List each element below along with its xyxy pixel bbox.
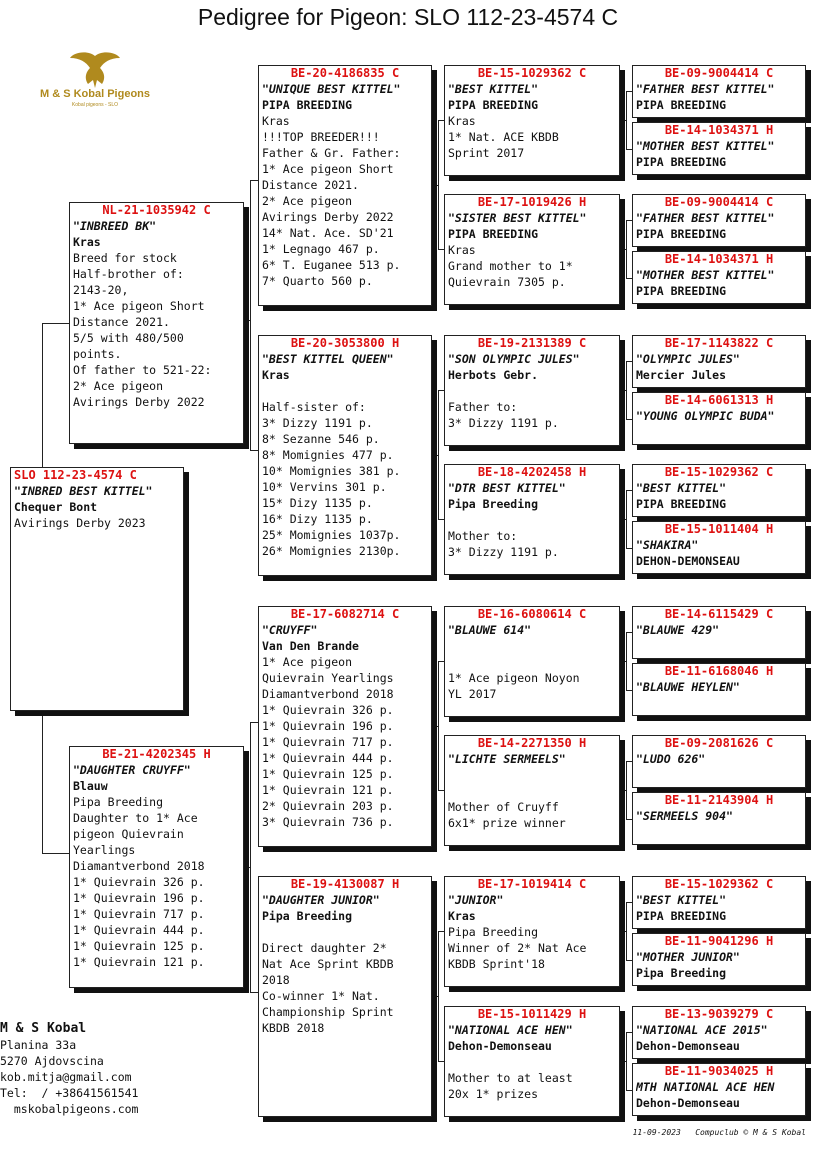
pedigree-note: Mother of Cruyff	[448, 800, 559, 814]
pedigree-note: Father to:	[448, 400, 518, 414]
pedigree-note: points.	[73, 347, 122, 361]
pedigree-note: 25* Momignies 1037p.	[262, 528, 401, 542]
pedigree-note: 1* Quievrain 125 p.	[73, 939, 205, 953]
pedigree-note: Sprint 2017	[448, 146, 525, 160]
connector-line	[432, 996, 439, 997]
gg-grandparent-card[interactable]	[632, 521, 806, 574]
pedigree-note: 2018	[262, 973, 290, 987]
gg-ring-number: BE-13-9039279 C	[664, 1007, 774, 1021]
gg-grandparent-card[interactable]	[632, 464, 806, 517]
pedigree-note: KBDB Sprint'18	[448, 957, 545, 971]
pedigree-note: 1* Ace pigeon Noyon	[448, 671, 580, 685]
pedigree-note: Championship Sprint	[262, 1005, 394, 1019]
pedigree-note: 1* Quievrain 717 p.	[73, 907, 205, 921]
breeder-name: Pipa Breeding	[636, 966, 727, 980]
breeder-name: PIPA BREEDING	[448, 98, 539, 112]
great-grandparent-card[interactable]	[444, 65, 620, 176]
gg-ring-number: BE-11-9041296 H	[664, 934, 774, 948]
pedigree-note: 16* Dizy 1135 p.	[262, 512, 373, 526]
pedigree-note: Nat Ace Sprint KBDB	[262, 957, 394, 971]
connector-line	[620, 661, 627, 662]
gg-grandparent-card[interactable]	[632, 392, 806, 445]
pedigree-note: 8* Momignies 477 p.	[262, 448, 394, 462]
pigeon-name: "BLAUWE 614"	[448, 623, 532, 637]
connector-line	[620, 931, 627, 932]
pedigree-note: Yearlings	[73, 843, 136, 857]
breeder-name: PIPA BREEDING	[636, 227, 727, 241]
pigeon-name: "FATHER BEST KITTEL"	[636, 82, 775, 96]
gg-grandparent-card[interactable]	[632, 1006, 806, 1059]
pedigree-note: Co-winner 1* Nat.	[262, 989, 380, 1003]
pedigree-note: 1* Quievrain 326 p.	[262, 703, 394, 717]
pedigree-note: 20x 1* prizes	[448, 1087, 539, 1101]
gg-grandparent-card[interactable]	[632, 792, 806, 845]
pedigree-note: 14* Nat. Ace. SD'21	[262, 226, 394, 240]
grandparent-card[interactable]	[258, 335, 432, 576]
breeder-name: Dehon-Demonseau	[448, 1039, 552, 1053]
pedigree-note: 2143-20,	[73, 283, 129, 297]
connector-line	[244, 867, 251, 868]
pedigree-note: Distance 2021.	[262, 178, 359, 192]
grandparent-ring-number: BE-17-6082714 C	[290, 607, 400, 621]
pedigree-note: Quievrain Yearlings	[262, 671, 394, 685]
pedigree-note: 1* Ace pigeon Short	[262, 162, 394, 176]
pigeon-name: "NATIONAL ACE HEN"	[448, 1023, 573, 1037]
gg-ring-number: BE-15-1029362 C	[664, 877, 774, 891]
great-grandparent-card[interactable]	[444, 1006, 620, 1117]
spacer	[448, 638, 616, 654]
pigeon-name: "JUNIOR"	[448, 893, 504, 907]
breeder-name: Herbots Gebr.	[448, 368, 539, 382]
pigeon-name: "BLAUWE HEYLEN"	[636, 680, 740, 694]
pedigree-note: 1* Quievrain 444 p.	[73, 923, 205, 937]
spacer	[448, 512, 616, 528]
breeder-name: Blauw	[73, 779, 108, 793]
pigeon-name: "YOUNG OLYMPIC BUDA"	[636, 409, 775, 423]
gg-grandparent-card[interactable]	[632, 735, 806, 788]
pedigree-note: 2* Ace pigeon	[262, 194, 353, 208]
pigeon-name: "SON OLYMPIC JULES"	[448, 352, 580, 366]
gg-ring-number: BE-11-2143904 H	[664, 793, 774, 807]
pedigree-note: Half-brother of:	[73, 267, 184, 281]
gg-grandparent-card[interactable]	[632, 663, 806, 716]
pedigree-note: 1* Ace pigeon	[262, 655, 353, 669]
great-grandparent-card[interactable]	[444, 876, 620, 987]
pedigree-note: Diamantverbond 2018	[73, 859, 205, 873]
spacer	[448, 767, 616, 783]
pedigree-note: Mother to at least	[448, 1071, 573, 1085]
pedigree-note: Pipa Breeding	[73, 795, 164, 809]
pedigree-note: 1* Quievrain 125 p.	[262, 767, 394, 781]
pedigree-note: 1* Quievrain 444 p.	[262, 751, 394, 765]
pedigree-note: 2* Quievrain 203 p.	[262, 799, 394, 813]
breeder-name: DEHON-DEMONSEAU	[636, 554, 740, 568]
pedigree-note: Grand mother to 1*	[448, 259, 573, 273]
gg-ring-number: BE-14-6061313 H	[664, 393, 774, 407]
great-grandparent-ring-number: BE-18-4202458 H	[477, 465, 587, 479]
pigeon-name: "DTR BEST KITTEL"	[448, 481, 566, 495]
breeder-name: PIPA BREEDING	[636, 284, 727, 298]
owner-phone: Tel: / +38641561541	[0, 1086, 139, 1100]
pedigree-note: YL 2017	[448, 687, 497, 701]
pedigree-note: 7* Quarto 560 p.	[262, 274, 373, 288]
great-grandparent-ring-number: BE-15-1011429 H	[477, 1007, 587, 1021]
spacer	[262, 924, 428, 940]
pigeon-name: "OLYMPIC JULES"	[636, 352, 740, 366]
grandparent-ring-number: BE-19-4130087 H	[290, 877, 400, 891]
gg-ring-number: BE-17-1143822 C	[664, 336, 774, 350]
gg-ring-number: BE-14-1034371 H	[664, 123, 774, 137]
breeder-name: PIPA BREEDING	[636, 155, 727, 169]
gg-grandparent-card[interactable]	[632, 933, 806, 986]
pedigree-note: Kras	[448, 243, 476, 257]
breeder-name: PIPA BREEDING	[262, 98, 353, 112]
pedigree-note: 10* Vervins 301 p.	[262, 480, 387, 494]
breeder-name: Dehon-Demonseau	[636, 1039, 740, 1053]
pigeon-name: "NATIONAL ACE 2015"	[636, 1023, 768, 1037]
breeder-name: Kras	[73, 235, 101, 249]
pigeon-name: "MOTHER BEST KITTEL"	[636, 268, 775, 282]
great-grandparent-card[interactable]	[444, 735, 620, 846]
pedigree-note: 2* Ace pigeon	[73, 379, 164, 393]
owner-block	[0, 1020, 138, 1117]
logo-text: M & S Kobal Pigeons	[39, 88, 150, 100]
pedigree-note: Kras	[448, 114, 476, 128]
great-grandparent-card[interactable]	[444, 335, 620, 446]
breeder-name: Chequer Bont	[14, 500, 98, 514]
pedigree-note: 1* Quievrain 326 p.	[73, 875, 205, 889]
connector-line	[620, 249, 627, 250]
pedigree-note: 6x1* prize winner	[448, 816, 566, 830]
pedigree-note: Quievrain 7305 p.	[448, 275, 566, 289]
pedigree-note: 1* Ace pigeon Short	[73, 299, 205, 313]
pedigree-note: 26* Momignies 2130p.	[262, 544, 401, 558]
owner-address-line: Planina 33a	[0, 1038, 77, 1052]
logo-subtext: Kobal pigeons - SLO	[71, 102, 119, 108]
connector-line	[250, 722, 251, 992]
connector-line	[244, 320, 251, 321]
pedigree-note: Daughter to 1* Ace	[73, 811, 198, 825]
pedigree-note: Pipa Breeding	[448, 925, 539, 939]
pedigree-note: Direct daughter 2*	[262, 941, 387, 955]
pigeon-name: "MOTHER BEST KITTEL"	[636, 139, 775, 153]
pedigree-note: Distance 2021.	[73, 315, 170, 329]
pigeon-name: "SERMEELS 904"	[636, 809, 733, 823]
pedigree-note: Winner of 2* Nat Ace	[448, 941, 587, 955]
page-title: Pedigree for Pigeon: SLO 112-23-4574 C	[197, 4, 619, 30]
connector-line	[620, 790, 627, 791]
great-grandparent-ring-number: BE-14-2271350 H	[477, 736, 587, 750]
footer-credit: 11-09-2023 Compuclub © M & S Kobal	[632, 1128, 806, 1137]
great-grandparent-card[interactable]	[444, 194, 620, 305]
pedigree-note: Avirings Derby 2022	[262, 210, 394, 224]
pigeon-name: MTH NATIONAL ACE HEN	[636, 1080, 775, 1094]
breeder-name: Kras	[448, 909, 476, 923]
pigeon-name: "BEST KITTEL QUEEN"	[262, 352, 394, 366]
pedigree-note: Avirings Derby 2022	[73, 395, 205, 409]
breeder-name: PIPA BREEDING	[636, 98, 727, 112]
great-grandparent-ring-number: BE-17-1019414 C	[477, 877, 587, 891]
pedigree-note: 3* Dizzy 1191 p.	[448, 416, 559, 430]
pedigree-note: Diamantverbond 2018	[262, 687, 394, 701]
spacer	[448, 654, 616, 670]
connector-line	[432, 455, 439, 456]
pigeon-name: "CRUYFF"	[262, 623, 318, 637]
breeder-name: PIPA BREEDING	[448, 227, 539, 241]
connector-line	[620, 390, 627, 391]
breeder-name: Dehon-Demonseau	[636, 1096, 740, 1110]
gg-ring-number: BE-11-9034025 H	[664, 1064, 774, 1078]
pedigree-note: 3* Dizzy 1191 p.	[262, 416, 373, 430]
gg-ring-number: BE-11-6168046 H	[664, 664, 774, 678]
gg-grandparent-card[interactable]	[632, 194, 806, 247]
pigeon-name: "MOTHER JUNIOR"	[636, 950, 740, 964]
pedigree-note: 1* Quievrain 121 p.	[262, 783, 394, 797]
spacer	[448, 783, 616, 799]
pigeon-name: "BEST KITTEL"	[636, 893, 727, 907]
dam-ring-number: BE-21-4202345 H	[102, 747, 211, 761]
breeder-name: Mercier Jules	[636, 368, 727, 382]
breeder-name: Pipa Breeding	[448, 497, 539, 511]
pedigree-note: Breed for stock	[73, 251, 177, 265]
sire-card[interactable]	[69, 202, 244, 444]
pedigree-note: 15* Dizy 1135 p.	[262, 496, 373, 510]
owner-email[interactable]: kob.mitja@gmail.com	[0, 1070, 132, 1084]
pedigree-note: 10* Momignies 381 p.	[262, 464, 401, 478]
gg-ring-number: BE-14-6115429 C	[664, 607, 774, 621]
breeder-name: PIPA BREEDING	[636, 909, 727, 923]
pedigree-note: !!!TOP BREEDER!!!	[262, 130, 380, 144]
pedigree-note: 1* Quievrain 196 p.	[73, 891, 205, 905]
main-ring-number: SLO 112-23-4574 C	[14, 468, 137, 482]
connector-line	[42, 323, 43, 468]
pedigree-note: 1* Legnago 467 p.	[262, 242, 380, 256]
connector-line	[42, 853, 70, 854]
gg-ring-number: BE-15-1029362 C	[664, 465, 774, 479]
great-grandparent-card[interactable]	[444, 606, 620, 717]
pedigree-note: Of father to 521-22:	[73, 363, 212, 377]
owner-city-line: 5270 Ajdovscina	[0, 1054, 104, 1068]
pigeon-name: "INBREED BK"	[73, 219, 157, 233]
pigeon-name: "UNIQUE BEST KITTEL"	[262, 82, 401, 96]
pigeon-name: "DAUGHTER JUNIOR"	[262, 893, 380, 907]
main-pigeon-card[interactable]	[10, 467, 184, 711]
gg-grandparent-card[interactable]	[632, 876, 806, 929]
pigeon-name: "FATHER BEST KITTEL"	[636, 211, 775, 225]
pedigree-note: Mother to:	[448, 529, 518, 543]
pigeon-name: "DAUGHTER CRUYFF"	[73, 763, 191, 777]
eagle-logo-icon	[30, 50, 160, 90]
pedigree-note: KBDB 2018	[262, 1021, 325, 1035]
gg-ring-number: BE-09-9004414 C	[664, 195, 774, 209]
connector-line	[620, 1061, 627, 1062]
gg-ring-number: BE-09-9004414 C	[664, 66, 774, 80]
pedigree-note: 1* Quievrain 717 p.	[262, 735, 394, 749]
pigeon-name: "BLAUWE 429"	[636, 623, 720, 637]
pedigree-note: 3* Quievrain 736 p.	[262, 815, 394, 829]
connector-line	[620, 120, 627, 121]
pedigree-note: 1* Quievrain 121 p.	[73, 955, 205, 969]
pigeon-name: "SHAKIRA"	[636, 538, 699, 552]
grandparent-card[interactable]	[258, 65, 432, 306]
pigeon-name: "INBRED BEST KITTEL"	[14, 484, 153, 498]
gg-grandparent-card[interactable]	[632, 1063, 806, 1116]
dam-card[interactable]	[69, 746, 244, 988]
pigeon-name: "LUDO 626"	[636, 752, 706, 766]
pedigree-note: 1* Quievrain 196 p.	[262, 719, 394, 733]
pedigree-note: Kras	[262, 114, 290, 128]
pedigree-note: 1* Nat. ACE KBDB	[448, 130, 559, 144]
spacer	[448, 1054, 616, 1070]
pedigree-note: Half-sister of:	[262, 400, 366, 414]
owner-name: M & S Kobal	[0, 1021, 87, 1036]
pigeon-name: "SISTER BEST KITTEL"	[448, 211, 587, 225]
grandparent-ring-number: BE-20-3053800 H	[290, 336, 400, 350]
gg-ring-number: BE-14-1034371 H	[664, 252, 774, 266]
great-grandparent-ring-number: BE-15-1029362 C	[477, 66, 587, 80]
breeder-name: Van Den Brande	[262, 639, 359, 653]
breeder-name: Pipa Breeding	[262, 909, 353, 923]
spacer	[448, 383, 616, 399]
great-grandparent-ring-number: BE-19-2131389 C	[477, 336, 587, 350]
great-grandparent-card[interactable]	[444, 464, 620, 575]
pedigree-note: 3* Dizzy 1191 p.	[448, 545, 559, 559]
pedigree-note: pigeon Quievrain	[73, 827, 184, 841]
owner-website[interactable]: mskobalpigeons.com	[0, 1102, 139, 1116]
spacer	[262, 383, 428, 399]
grandparent-card[interactable]	[258, 606, 432, 847]
connector-line	[432, 185, 439, 186]
connector-line	[432, 726, 439, 727]
connector-line	[620, 519, 627, 520]
grandparent-card[interactable]	[258, 876, 432, 1117]
connector-line	[250, 180, 251, 450]
pedigree-note: 6* T. Euganee 513 p.	[262, 258, 401, 272]
connector-line	[42, 323, 70, 324]
gg-grandparent-card[interactable]	[632, 335, 806, 388]
pigeon-name: "LICHTE SERMEELS"	[448, 752, 566, 766]
pedigree-note: 5/5 with 480/500	[73, 331, 184, 345]
great-grandparent-ring-number: BE-17-1019426 H	[477, 195, 587, 209]
grandparent-ring-number: BE-20-4186835 C	[290, 66, 400, 80]
breeder-name: PIPA BREEDING	[636, 497, 727, 511]
gg-grandparent-card[interactable]	[632, 606, 806, 659]
gg-ring-number: BE-15-1011404 H	[664, 522, 774, 536]
pedigree-note: Avirings Derby 2023	[14, 516, 146, 530]
connector-line	[42, 711, 43, 854]
pedigree-note: Father & Gr. Father:	[262, 146, 401, 160]
pigeon-name: "BEST KITTEL"	[448, 82, 539, 96]
sire-ring-number: NL-21-1035942 C	[102, 203, 211, 217]
gg-grandparent-card[interactable]	[632, 65, 806, 118]
logo	[30, 50, 160, 112]
gg-grandparent-card[interactable]	[632, 122, 806, 175]
great-grandparent-ring-number: BE-16-6080614 C	[477, 607, 587, 621]
pigeon-name: "BEST KITTEL"	[636, 481, 727, 495]
gg-grandparent-card[interactable]	[632, 251, 806, 304]
breeder-name: Kras	[262, 368, 290, 382]
gg-ring-number: BE-09-2081626 C	[664, 736, 774, 750]
pedigree-note: 8* Sezanne 546 p.	[262, 432, 380, 446]
